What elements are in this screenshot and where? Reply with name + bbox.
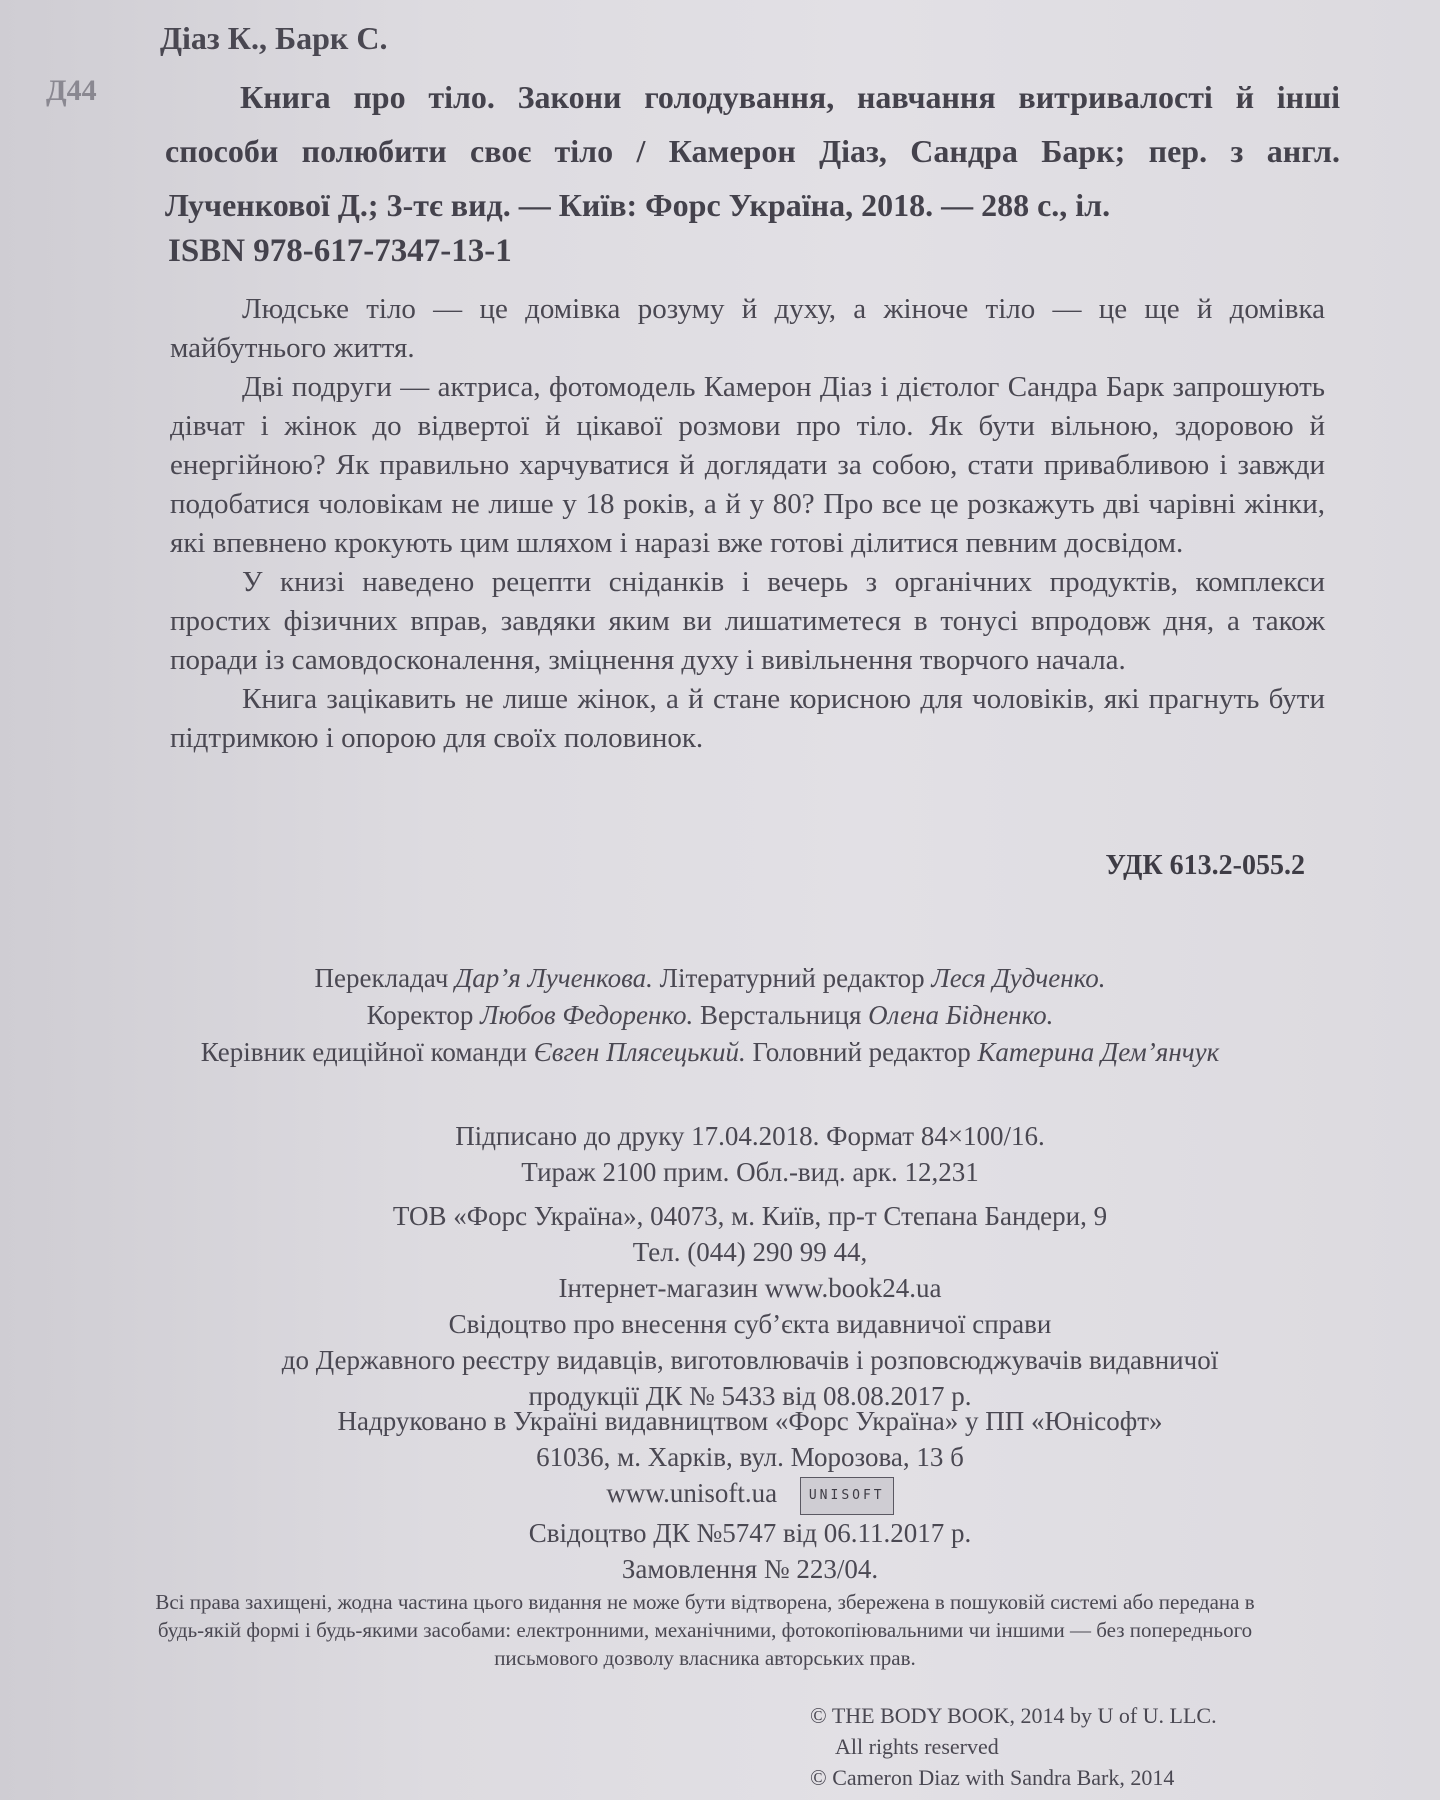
annotation — [170, 290, 1325, 758]
translator-label: Перекладач — [314, 963, 449, 993]
publisher-line: Свідоцтво про внесення суб’єкта видавничої справи — [448, 1309, 1052, 1339]
annotation-paragraph: Людське тіло — це домівка розуму й духу, а жіноче тіло — це ще й домівка майбутнього життя. — [170, 293, 1325, 364]
team-head-name: Євген Плясецький. — [533, 1037, 746, 1067]
authors: Діаз К., Барк С. — [160, 20, 388, 56]
copyright-line: © Cameron Diaz with Sandra Bark, 2014 — [810, 1765, 1175, 1790]
print-info-line: Підписано до друку 17.04.2018. Формат 84×100/16. — [455, 1121, 1045, 1151]
credits-line — [60, 997, 1360, 1034]
copyright-line: All rights reserved — [835, 1734, 999, 1759]
layout-name: Олена Бідненко. — [868, 1000, 1054, 1030]
annotation-paragraph: Книга зацікавить не лише жінок, а й стане корисною для чоловіків, які прагнуть бути підтримкою і опорою для своїх половинок. — [170, 683, 1325, 754]
copyright-block — [810, 1700, 1217, 1793]
translator-name: Дар’я Лученкова. — [455, 963, 653, 993]
publisher-line: ТОВ «Форс Україна», 04073, м. Київ, пр-т Степана Бандери, 9 — [392, 1201, 1108, 1231]
print-details — [100, 1118, 1400, 1414]
publisher-line: продукції ДК № 5433 від 08.08.2017 р. — [528, 1381, 972, 1411]
lit-editor-label: Літературний редактор — [659, 963, 925, 993]
bibliographic-record: Книга про тіло. Закони голодування, навчання витривалості й інші способи полюбити своє тіло / Камерон Діаз, Сандра Барк; пер. з англ. Лученкової Д.; 3-тє вид. — Київ: Форс Україна, 2018. — 288 с., іл. — [165, 79, 1340, 223]
publisher-line: Інтернет-магазин www.book24.ua — [558, 1273, 942, 1303]
printer-website: www.unisoft.ua — [606, 1478, 778, 1508]
printer-website-line — [100, 1475, 1400, 1515]
corrector-label: Коректор — [366, 1000, 474, 1030]
udk-code: УДК 613.2-055.2 — [1105, 850, 1305, 881]
isbn: ISBN 978-617-7347-13-1 — [168, 233, 512, 269]
credits-line — [60, 1034, 1360, 1071]
library-code: Д44 — [46, 74, 97, 107]
chief-editor-name: Катерина Дем’янчук — [977, 1037, 1220, 1067]
credits — [60, 960, 1360, 1071]
rights-notice: Всі права захищені, жодна частина цього видання не може бути відтворена, збережена в пошуковій системі або передана в будь-якій формі і будь-якими засобами: електронними, механічними, фотокопіювальними чи іншими — без попереднього письмового дозволу власника авторських прав. — [155, 1590, 1255, 1670]
corrector-name: Любов Федоренко. — [480, 1000, 694, 1030]
print-info — [100, 1118, 1400, 1190]
lit-editor-name: Леся Дудченко. — [931, 963, 1106, 993]
publisher-info — [100, 1198, 1400, 1414]
unisoft-logo-icon: UNISOFT — [800, 1477, 894, 1515]
layout-label: Верстальниця — [700, 1000, 862, 1030]
annotation-paragraph: У книзі наведено рецепти сніданків і вечерь з органічних продуктів, комплекси простих фізичних вправ, завдяки яким ви лишатиметеся в тонусі впродовж дня, а також поради із самовдосконалення, зміцнення духу і вивільнення творчого начала. — [170, 566, 1325, 676]
printer-line: Надруковано в Україні видавництвом «Форс Україна» у ПП «Юнісофт» — [337, 1406, 1163, 1436]
publisher-line: Тел. (044) 290 99 44, — [632, 1237, 868, 1267]
printer-line: Замовлення № 223/04. — [621, 1553, 879, 1584]
printer-info — [100, 1403, 1400, 1587]
printer-line: 61036, м. Харків, вул. Морозова, 13 б — [536, 1442, 964, 1472]
publisher-line: до Державного реєстру видавців, виготовлювачів і розповсюджувачів видавничої — [281, 1345, 1219, 1375]
annotation-paragraph: Дві подруги — актриса, фотомодель Камерон Діаз і дієтолог Сандра Барк запрошують дівчат і жінок до відвертої й цікавої розмови про тіло. Як бути вільною, здоровою й енергійною? Як правильно харчуватися й доглядати за собою, стати привабливою і завжди подобатися чоловікам не лише у 18 років, а й у 80? Про все це розкажуть дві чарівні жінки, які впевнено крокують цим шляхом і наразі вже готові ділитися певним досвідом. — [170, 371, 1325, 559]
chief-editor-label: Головний редактор — [752, 1037, 971, 1067]
copyright-line: © THE BODY BOOK, 2014 by U of U. LLC. — [810, 1703, 1217, 1728]
credits-line — [60, 960, 1360, 997]
printer-line: Свідоцтво ДК №5747 від 06.11.2017 р. — [528, 1517, 972, 1548]
team-head-label: Керівник едиційної команди — [200, 1037, 527, 1067]
print-info-line: Тираж 2100 прим. Обл.-вид. арк. 12,231 — [521, 1157, 979, 1187]
